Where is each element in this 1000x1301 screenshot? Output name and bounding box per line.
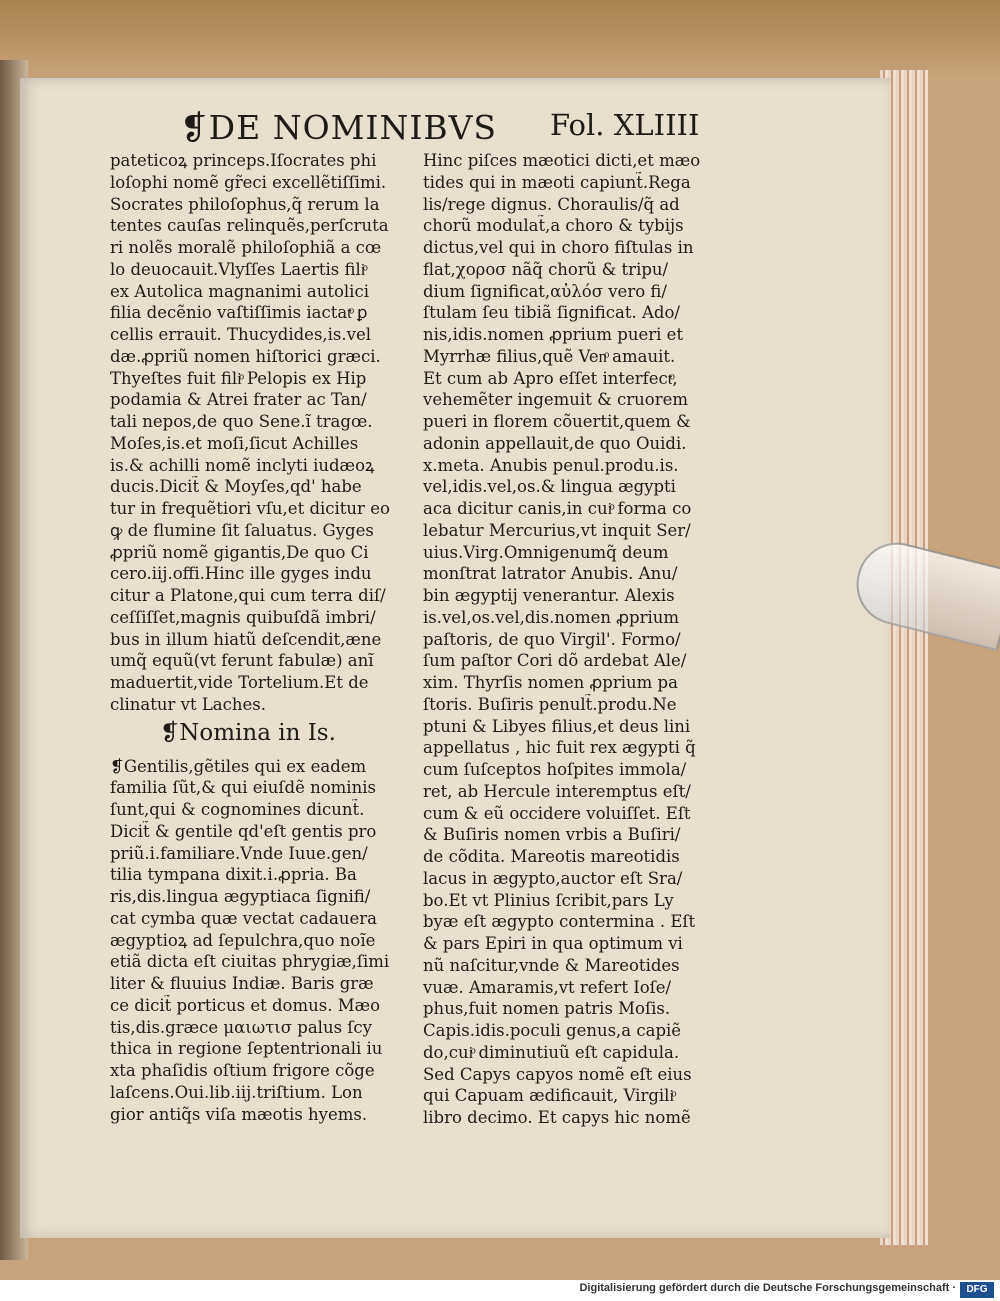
text-line: & Buſiris nomen vrbis a Buſiri/ (423, 825, 681, 845)
text-line: etiã dicta eſt ciuitas phrygiæ,ſimi (110, 952, 390, 972)
text-line: is.vel,os.vel,dis.nomen ꝓprium (423, 607, 680, 627)
text-line: do,cuiͦ diminutiuũ eſt capidula. (423, 1042, 680, 1062)
text-line: maduertit,vide Tortelium.Et de (110, 673, 369, 692)
text-line: qui Capuam ædificauit, Virgiliͦ (423, 1086, 675, 1106)
text-line: Socrates philoſophus,q̃ rerum la (110, 194, 380, 214)
text-line: filia decẽnio vaſtiſſimis iactatͦ ꝑ (110, 303, 368, 323)
text-line: cero.iij.offi.Hinc ille gyges indu (110, 564, 372, 584)
text-line: paſtoris, de quo Virgil'. Formo/ (423, 629, 681, 649)
text-line: ceſſiſſet,magnis quibuſdã imbri/ (110, 607, 376, 627)
text-line: ptuni & Libyes filius,et deus lini (423, 716, 691, 736)
right-text-column (423, 150, 723, 1129)
text-line: tis,dis.græce μαιωτισ palus ſcy (110, 1017, 372, 1037)
section-heading: ❡Nomina in Is. (160, 719, 336, 746)
cover-top-edge (0, 0, 1000, 80)
text-line: lo deuocauit.Vlyſſes Laertis filiͦ (110, 259, 366, 279)
text-line: ægyptioꝝ ad ſepulchra,quo noĩe (110, 930, 376, 950)
text-line: ❡Gentilis,gẽtiles qui ex eadem (110, 756, 367, 776)
text-line: gior antiq̃s viſa mæotis hyems. (110, 1104, 368, 1124)
text-line: loſophi nomẽ gr̃eci excellẽtiſſimi. (110, 172, 387, 192)
text-line: lebatur Mercurius,vt inquit Ser/ (423, 520, 691, 540)
text-line: ſum paſtor Cori dõ ardebat Ale/ (423, 651, 687, 671)
text-line: appellatus , hic fuit rex ægypti q̃ (423, 738, 696, 758)
text-line: pateticoꝝ princeps.Iſocrates phi (110, 151, 377, 170)
text-line: vehemẽter ingemuit & cruorem (423, 390, 688, 410)
text-line: flat,χοροσ nãq̃ chorũ & tripu/ (423, 259, 669, 279)
text-line: Moſes,is.et moſi,ſicut Achilles (110, 433, 359, 453)
text-line: dæ.ꝓpriũ nomen hiſtorici græci. (110, 346, 381, 366)
text-line: cum & eũ occidere voluiſſet. Eſt (423, 803, 691, 823)
text-line: chorũ modulat̃,a choro & tybijs (423, 216, 684, 236)
text-line: pueri in florem cõuertit,quem & (423, 412, 691, 431)
text-line: vel,idis.vel,os.& lingua ægypti (423, 477, 676, 497)
text-line: ce dicit̃ porticus et domus. Mæo (110, 995, 381, 1015)
text-line: bin ægyptij venerantur. Alexis (423, 586, 675, 605)
dfg-logo: DFG (960, 1282, 994, 1298)
text-line: nũ naſcitur,vnde & Mareotides (423, 955, 680, 975)
text-line: Myrrhæ filius,quẽ Venͦ amauit. (423, 346, 676, 366)
text-line: & pars Epiri in qua optimum vi (423, 934, 683, 953)
text-line: de cõdita. Mareotis mareotidis (423, 847, 680, 866)
text-line: tali nepos,de quo Sene.ĩ tragœ. (110, 412, 373, 431)
text-line: ex Autolica magnanimi autolici (110, 281, 369, 301)
text-line: cellis errauit. Thucydides,is.vel (110, 325, 372, 344)
text-line: bo.Et vt Plinius ſcribit,pars Ly (423, 890, 674, 910)
text-line: Capis.idis.poculi genus,a capiẽ (423, 1021, 682, 1040)
text-line: cum ſuſceptos hoſpites immola/ (423, 760, 687, 779)
text-line: libro decimo. Et capys hic nomẽ (423, 1108, 691, 1127)
text-line: citur a Platone,qui cum terra diſ/ (110, 586, 386, 605)
text-line: Hinc piſces mæotici dicti,et mæo (423, 151, 701, 170)
text-line: ris,dis.lingua ægyptiaca ſignifi/ (110, 887, 371, 906)
text-line: Et cum ab Apro eſſet interfectͦ, (423, 368, 678, 388)
text-line: Sed Capys capyos nomẽ eſt eius (423, 1064, 692, 1084)
funding-notice: Digitalisierung gefördert durch die Deutsche Forschungsgemeinschaft · (579, 1282, 956, 1294)
text-line: adonin appellauit,de quo Ouidi. (423, 433, 687, 453)
text-line: byæ eſt ægypto contermina . Eſt (423, 912, 696, 932)
folio-number: Fol. XLIIII (550, 108, 700, 142)
text-line: podamia & Atrei frater ac Tan/ (110, 390, 367, 410)
text-line: uius.Virg.Omnigenumq̃ deum (423, 542, 669, 562)
text-line: monſtrat latrator Anubis. Anu/ (423, 564, 678, 584)
text-line: phus,fuit nomen patris Moſis. (423, 999, 671, 1019)
text-line: cat cymba quæ vectat cadauera (110, 908, 378, 928)
text-line: liter & fluuius Indiæ. Baris græ (110, 974, 374, 993)
text-line: umq̃ equũ(vt ferunt fabulæ) anĩ (110, 651, 374, 671)
text-line: xta phaſidis oſtium frigore cõge (110, 1061, 375, 1080)
text-line: x.meta. Anubis penul.produ.is. (423, 455, 679, 475)
text-line: is.& achilli nomẽ inclyti iudæoꝝ (110, 455, 375, 475)
text-line: aca dicitur canis,in cuiͦ forma co (423, 499, 692, 518)
text-line: tides qui in mæoti capiunt̃.Rega (423, 172, 691, 192)
text-line: ducis.Dicit̃ & Moyſes,qd' habe (110, 477, 362, 497)
text-line: tur in frequẽtiori vſu,et dicitur eo (110, 499, 390, 518)
text-line: tentes cauſas relinquẽs,perſcruta (110, 216, 389, 236)
text-line: ſtulam ſeu tibiã ſignificat. Ado/ (423, 303, 680, 323)
text-line: clinatur vt Laches. (110, 694, 266, 714)
text-line: dium ſignificat,αὐλόσ vero fi/ (423, 281, 667, 301)
text-line: ſunt,qui & cognomines dicunt̃. (110, 800, 365, 819)
text-line: ri nolẽs moralẽ philoſophiã a cœ (110, 238, 382, 257)
text-line: Thyeſtes fuit filiͦ Pelopis ex Hip (110, 368, 367, 388)
text-line: tilia tympana dixit.i.ꝓpria. Ba (110, 865, 357, 885)
text-line: ꝓpriũ nomẽ gigantis,De quo Ci (110, 542, 369, 562)
text-line: Dicit̃ & gentile qd'eſt gentis pro (110, 821, 377, 841)
text-line: ꝙ de flumine ſit ſaluatus. Gyges (110, 520, 374, 540)
left-text-column (110, 150, 400, 1125)
text-line: bus in illum hiatũ deſcendit,æne (110, 629, 382, 649)
text-line: lis/rege dignus. Choraulis/q̃ ad (423, 194, 680, 214)
header-title: ❡DE NOMINIBVS (180, 108, 498, 147)
text-line: dictus,vel qui in choro fiſtulas in (423, 238, 694, 257)
text-line: familia ſũt,& qui eiuſdẽ nominis (110, 778, 376, 798)
text-line: priũ.i.familiare.Vnde Iuue.gen/ (110, 843, 368, 863)
text-line: thica in regione ſeptentrionali iu (110, 1039, 383, 1059)
text-line: nis,idis.nomen ꝓprium pueri et (423, 325, 684, 344)
text-line: ret, ab Hercule interemptus eſt/ (423, 781, 691, 801)
text-line: lacus in ægypto,auctor eſt Sra/ (423, 868, 683, 888)
text-line: ſtoris. Buſiris penult̃.produ.Ne (423, 694, 677, 714)
running-header (180, 108, 720, 148)
text-line: vuæ. Amaramis,vt refert Ioſe/ (423, 977, 672, 997)
text-line: xim. Thyrſis nomen ꝓprium pa (423, 673, 678, 692)
footer-bar (0, 1280, 1000, 1301)
text-line: laſcens.Oui.lib.iij.triſtium. Lon (110, 1082, 363, 1102)
